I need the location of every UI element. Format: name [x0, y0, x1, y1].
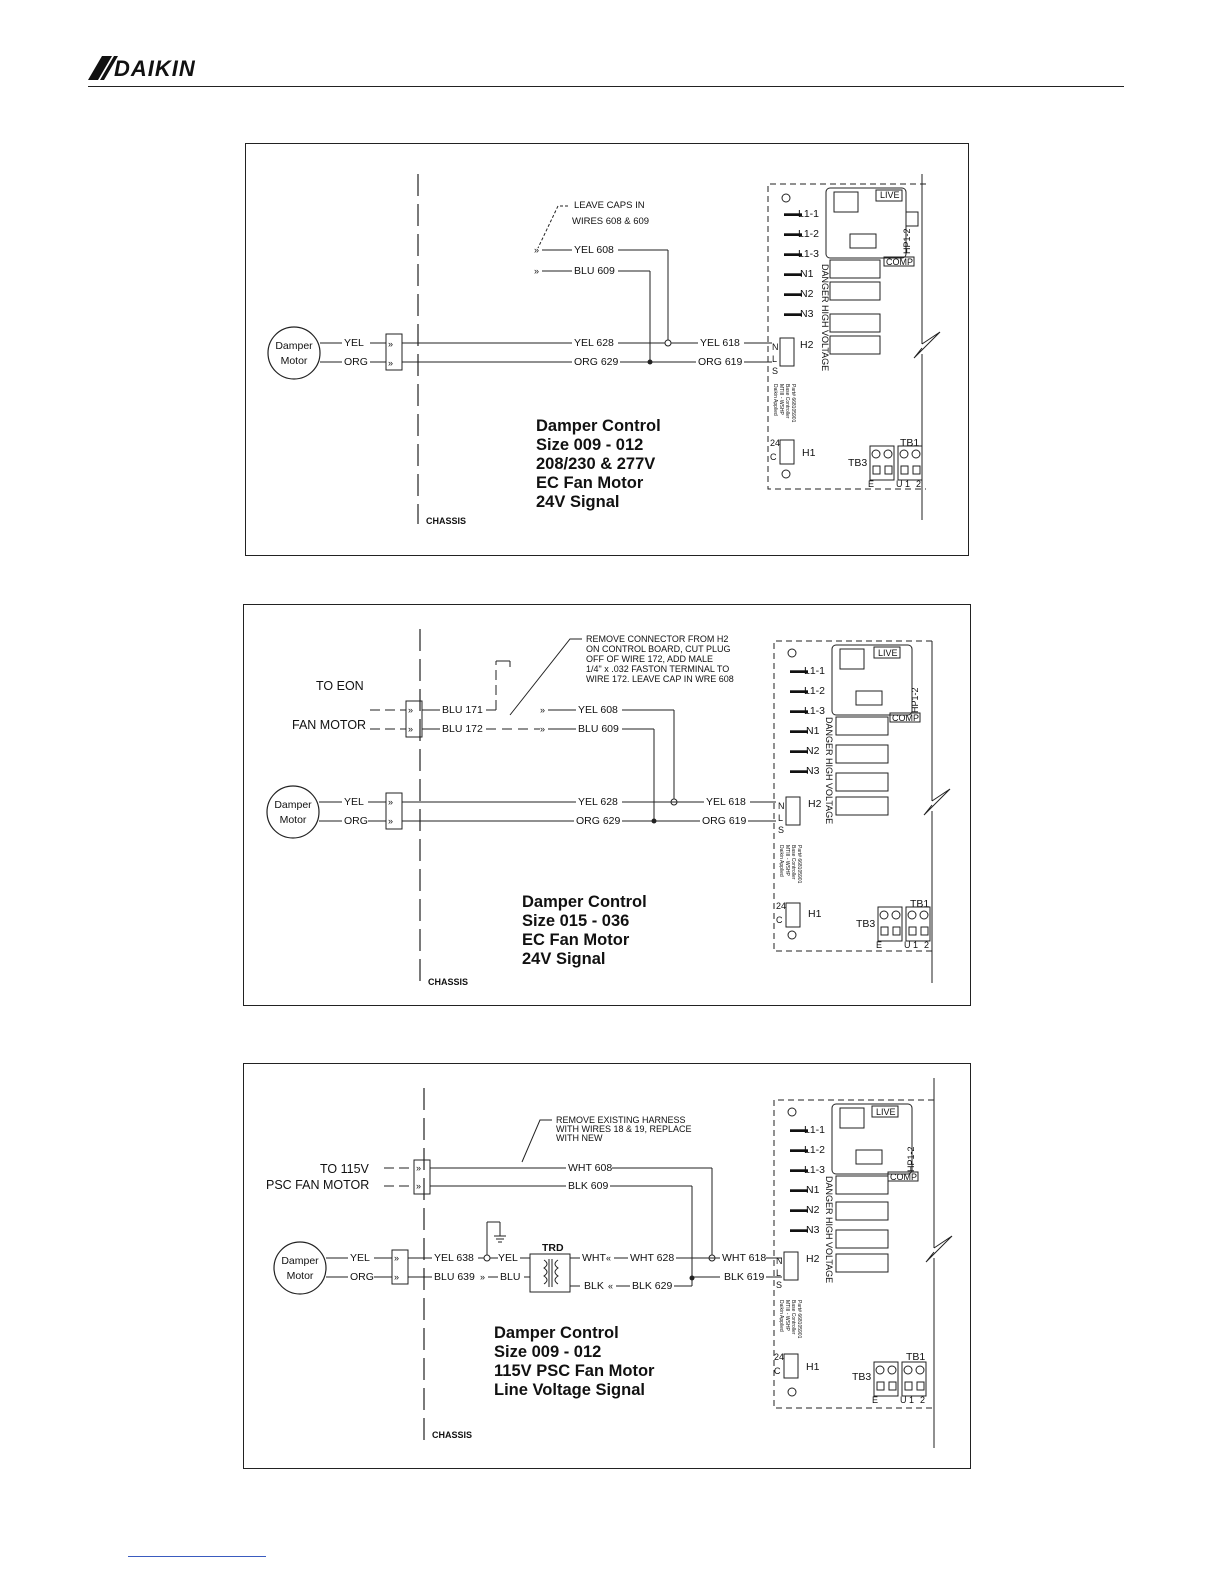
wiring-diagram-1: [246, 144, 968, 555]
to-115v-label: TO 115V: [320, 1162, 369, 1176]
wire-label-yel618: YEL 618: [700, 337, 740, 349]
svg-text:S: S: [772, 366, 779, 376]
wire-label-blk: BLK: [584, 1280, 604, 1292]
chassis-label: CHASSIS: [428, 977, 469, 987]
svg-text:1: 1: [913, 940, 919, 950]
wire-label-wht618: WHT 618: [722, 1252, 767, 1264]
svg-text:«: «: [606, 1253, 612, 1263]
note-line-3: OFF OF WIRE 172, ADD MALE: [586, 654, 714, 664]
svg-text:N: N: [772, 342, 779, 352]
svg-text:▬▬: ▬▬: [790, 745, 808, 755]
wire-label-yel: YEL: [344, 796, 364, 808]
svg-text:1: 1: [905, 479, 911, 489]
svg-text:U: U: [896, 479, 903, 489]
wire-label-org619: ORG 619: [698, 356, 743, 368]
wire-label-yel628: YEL 628: [578, 796, 618, 808]
danger-label: DANGER HIGH VOLTAGE: [824, 1176, 834, 1284]
title-line-3: EC Fan Motor: [522, 931, 630, 949]
svg-text:N: N: [776, 1256, 783, 1266]
svg-text:▬▬: ▬▬: [790, 1204, 808, 1214]
svg-text:»: »: [388, 339, 394, 349]
comp-label: COMP: [890, 1172, 917, 1182]
svg-text:▬▬: ▬▬: [790, 725, 808, 735]
wire-label-blk609: BLK 609: [568, 1180, 609, 1192]
svg-text:L: L: [772, 354, 778, 364]
svg-text:▬▬: ▬▬: [790, 1184, 808, 1194]
svg-text:»: »: [388, 358, 394, 368]
hp12-label: HP1-2: [906, 1146, 916, 1172]
svg-text:C: C: [770, 452, 777, 462]
svg-text:▬▬: ▬▬: [790, 1144, 808, 1154]
chassis-label: CHASSIS: [426, 516, 467, 526]
wire-label-org629: ORG 629: [576, 815, 621, 827]
note-line-2: WIRES 608 & 609: [572, 216, 650, 227]
note-line-1: LEAVE CAPS IN: [574, 200, 645, 211]
damper-motor-label-1: Damper: [275, 340, 313, 352]
svg-text:U: U: [900, 1395, 907, 1405]
svg-text:Part# 668105901: Part# 668105901: [790, 384, 796, 423]
damper-motor-label-2: Motor: [280, 355, 308, 367]
live-label: LIVE: [876, 1107, 896, 1117]
svg-text:N1: N1: [800, 268, 814, 280]
svg-text:E: E: [868, 479, 875, 489]
comp-label: COMP: [892, 713, 919, 723]
svg-text:▬▬: ▬▬: [784, 208, 802, 218]
svg-text:TB3: TB3: [848, 457, 868, 469]
damper-motor-label-2: Motor: [286, 1270, 314, 1282]
svg-text:»: »: [388, 816, 394, 826]
wire-label-wht: WHT: [582, 1252, 606, 1264]
danger-label: DANGER HIGH VOLTAGE: [824, 717, 834, 825]
svg-text:H1: H1: [806, 1361, 820, 1373]
svg-text:▬▬: ▬▬: [784, 288, 802, 298]
svg-text:N1: N1: [806, 1184, 820, 1196]
svg-text:▬▬: ▬▬: [790, 1224, 808, 1234]
svg-text:S: S: [778, 825, 785, 835]
brand-name: DAIKIN: [114, 56, 196, 80]
svg-text:«: «: [608, 1281, 614, 1291]
svg-text:»: »: [540, 724, 546, 734]
title-line-3: 208/230 & 277V: [536, 455, 656, 473]
svg-text:C: C: [774, 1366, 781, 1376]
svg-text:▬▬: ▬▬: [784, 308, 802, 318]
wiring-diagram-2: [244, 605, 970, 1005]
svg-text:Part# 668105901: Part# 668105901: [796, 845, 802, 884]
title-line-2: Size 015 - 036: [522, 912, 630, 930]
damper-motor-label-2: Motor: [279, 814, 307, 826]
svg-text:H1: H1: [808, 908, 822, 920]
svg-text:N3: N3: [806, 1224, 820, 1236]
svg-text:H1: H1: [802, 447, 816, 459]
svg-text:L1-1: L1-1: [798, 208, 820, 220]
svg-text:L1-2: L1-2: [804, 685, 826, 697]
svg-text:▬▬: ▬▬: [790, 685, 808, 695]
note-line-4: 1/4" x .032 FASTON TERMINAL TO: [586, 664, 730, 674]
wire-label-yel638: YEL 638: [434, 1252, 474, 1264]
svg-text:U: U: [904, 940, 911, 950]
svg-text:24: 24: [776, 901, 787, 911]
svg-text:▬▬: ▬▬: [784, 268, 802, 278]
svg-text:L: L: [778, 813, 784, 823]
svg-text:N: N: [778, 801, 785, 811]
to-eon-label: TO EON: [316, 679, 364, 693]
svg-text:TB1: TB1: [900, 437, 920, 449]
svg-text:MTIII - WSHP: MTIII - WSHP: [778, 384, 784, 415]
wire-label-blu: BLU: [500, 1271, 521, 1283]
daikin-logo: [88, 54, 218, 80]
fan-motor-label: FAN MOTOR: [292, 718, 367, 732]
chassis-label: CHASSIS: [432, 1430, 473, 1440]
wire-label-yel: YEL: [344, 337, 364, 349]
svg-text:H2: H2: [800, 339, 814, 351]
page-header: [88, 50, 1124, 87]
svg-text:»: »: [534, 266, 540, 276]
svg-text:2: 2: [924, 940, 930, 950]
svg-text:S: S: [776, 1280, 783, 1290]
wire-label-org: ORG: [344, 815, 368, 827]
wire-label-blk629: BLK 629: [632, 1280, 673, 1292]
svg-text:»: »: [408, 724, 414, 734]
wire-label-blu172: BLU 172: [442, 723, 483, 735]
svg-text:▬▬: ▬▬: [790, 1124, 808, 1134]
transformer-trd: [530, 1242, 570, 1292]
control-board: [774, 641, 950, 983]
svg-text:»: »: [394, 1272, 400, 1282]
damper-motor: [267, 786, 319, 838]
title-line-4: Line Voltage Signal: [494, 1381, 645, 1399]
wire-label-yel: YEL: [350, 1252, 370, 1264]
svg-text:»: »: [540, 705, 546, 715]
diagram-panel-2: [243, 604, 971, 1006]
wire-label-org: ORG: [350, 1271, 374, 1283]
title-line-1: Damper Control: [522, 893, 647, 911]
damper-motor: [274, 1242, 326, 1294]
wire-label-blu609: BLU 609: [578, 723, 619, 735]
svg-text:»: »: [534, 245, 540, 255]
svg-text:TB3: TB3: [856, 918, 876, 930]
svg-text:▬▬: ▬▬: [784, 248, 802, 258]
wire-label-blu609: BLU 609: [574, 265, 615, 277]
note-line-1: REMOVE CONNECTOR FROM H2: [586, 634, 729, 644]
title-line-5: 24V Signal: [536, 493, 620, 511]
svg-text:L1-1: L1-1: [804, 1124, 826, 1136]
comp-label: COMP: [886, 257, 913, 267]
wire-label-yel628: YEL 628: [574, 337, 614, 349]
title-line-1: Damper Control: [536, 417, 661, 435]
svg-text:N2: N2: [806, 745, 820, 757]
note-line-5: WIRE 172. LEAVE CAP IN WRE 608: [586, 674, 734, 684]
wire-label-blu639: BLU 639: [434, 1271, 475, 1283]
svg-text:»: »: [416, 1181, 422, 1191]
wire-label-yel608: YEL 608: [578, 704, 618, 716]
svg-text:1: 1: [909, 1395, 915, 1405]
svg-text:YEL: YEL: [498, 1252, 518, 1264]
svg-text:»: »: [480, 1272, 486, 1282]
svg-text:▬▬: ▬▬: [784, 228, 802, 238]
wiring-diagram-3: [244, 1064, 970, 1468]
note-line-1: REMOVE EXISTING HARNESS: [556, 1115, 686, 1125]
svg-text:MTIII - WSHP: MTIII - WSHP: [784, 1300, 790, 1331]
svg-text:2: 2: [916, 479, 922, 489]
wire-label-yel618: YEL 618: [706, 796, 746, 808]
diagram-panel-1: [245, 143, 969, 556]
damper-motor-label-1: Damper: [281, 1255, 319, 1267]
wire-label-org629: ORG 629: [574, 356, 619, 368]
svg-text:TB1: TB1: [906, 1351, 926, 1363]
live-label: LIVE: [878, 648, 898, 658]
wire-label-blu171: BLU 171: [442, 704, 483, 716]
live-label: LIVE: [880, 190, 900, 200]
svg-text:E: E: [876, 940, 883, 950]
control-board: [768, 174, 940, 520]
wire-label-wht608: WHT 608: [568, 1162, 613, 1174]
hp12-label: HP1-2: [910, 687, 920, 713]
svg-text:H2: H2: [806, 1253, 820, 1265]
svg-text:»: »: [388, 797, 394, 807]
svg-text:▬▬: ▬▬: [790, 665, 808, 675]
psc-fan-motor-label: PSC FAN MOTOR: [266, 1178, 370, 1192]
svg-text:2: 2: [920, 1395, 926, 1405]
svg-text:▬▬: ▬▬: [790, 765, 808, 775]
wire-label-yel608: YEL 608: [574, 244, 614, 256]
svg-text:H2: H2: [808, 798, 822, 810]
svg-text:»: »: [408, 705, 414, 715]
svg-text:L1-3: L1-3: [804, 705, 826, 717]
note-line-2: WITH WIRES 18 & 19, REPLACE: [556, 1124, 692, 1134]
svg-text:▬▬: ▬▬: [790, 1164, 808, 1174]
svg-text:Base Controller: Base Controller: [790, 845, 796, 880]
wire-label-wht628: WHT 628: [630, 1252, 675, 1264]
svg-text:Base Controller: Base Controller: [784, 384, 790, 419]
svg-text:TB3: TB3: [852, 1371, 872, 1383]
svg-text:N3: N3: [806, 765, 820, 777]
svg-text:E: E: [872, 1395, 879, 1405]
svg-text:Base Controller: Base Controller: [790, 1300, 796, 1335]
title-line-1: Damper Control: [494, 1324, 619, 1342]
damper-motor-label-1: Damper: [274, 799, 312, 811]
title-line-4: 24V Signal: [522, 950, 606, 968]
diagram-panel-3: [243, 1063, 971, 1469]
footer-link-rule: [128, 1556, 266, 1557]
svg-text:Daikin Applied: Daikin Applied: [778, 1300, 784, 1332]
svg-text:▬▬: ▬▬: [790, 705, 808, 715]
title-line-2: Size 009 - 012: [494, 1343, 602, 1361]
svg-text:Part# 668105901: Part# 668105901: [796, 1300, 802, 1339]
svg-text:»: »: [416, 1163, 422, 1173]
svg-text:L1-1: L1-1: [804, 665, 826, 677]
svg-text:TB1: TB1: [910, 898, 930, 910]
svg-text:L1-3: L1-3: [798, 248, 820, 260]
svg-text:Daikin Applied: Daikin Applied: [778, 845, 784, 877]
title-line-4: EC Fan Motor: [536, 474, 644, 492]
svg-text:24: 24: [770, 438, 781, 448]
svg-text:»: »: [394, 1253, 400, 1263]
danger-label: DANGER HIGH VOLTAGE: [820, 264, 830, 372]
note-line-3: WITH NEW: [556, 1133, 603, 1143]
wire-label-org619: ORG 619: [702, 815, 747, 827]
svg-text:MTIII - WSHP: MTIII - WSHP: [784, 845, 790, 876]
svg-text:C: C: [776, 915, 783, 925]
title-line-2: Size 009 - 012: [536, 436, 644, 454]
damper-motor: [268, 327, 320, 379]
svg-text:N2: N2: [800, 288, 814, 300]
svg-text:N3: N3: [800, 308, 814, 320]
svg-text:24: 24: [774, 1352, 785, 1362]
hp12-label: HP1-2: [902, 228, 912, 254]
note-line-2: ON CONTROL BOARD, CUT PLUG: [586, 644, 731, 654]
title-line-3: 115V PSC Fan Motor: [494, 1362, 655, 1380]
svg-text:N2: N2: [806, 1204, 820, 1216]
wire-label-blk619: BLK 619: [724, 1271, 765, 1283]
wire-label-org: ORG: [344, 356, 368, 368]
trd-label: TRD: [542, 1242, 564, 1254]
svg-text:L1-2: L1-2: [804, 1144, 826, 1156]
svg-text:N1: N1: [806, 725, 820, 737]
svg-text:Daikin Applied: Daikin Applied: [772, 384, 778, 416]
svg-text:L1-3: L1-3: [804, 1164, 826, 1176]
svg-text:L: L: [776, 1268, 782, 1278]
svg-text:L1-2: L1-2: [798, 228, 820, 240]
control-board: [774, 1078, 952, 1448]
